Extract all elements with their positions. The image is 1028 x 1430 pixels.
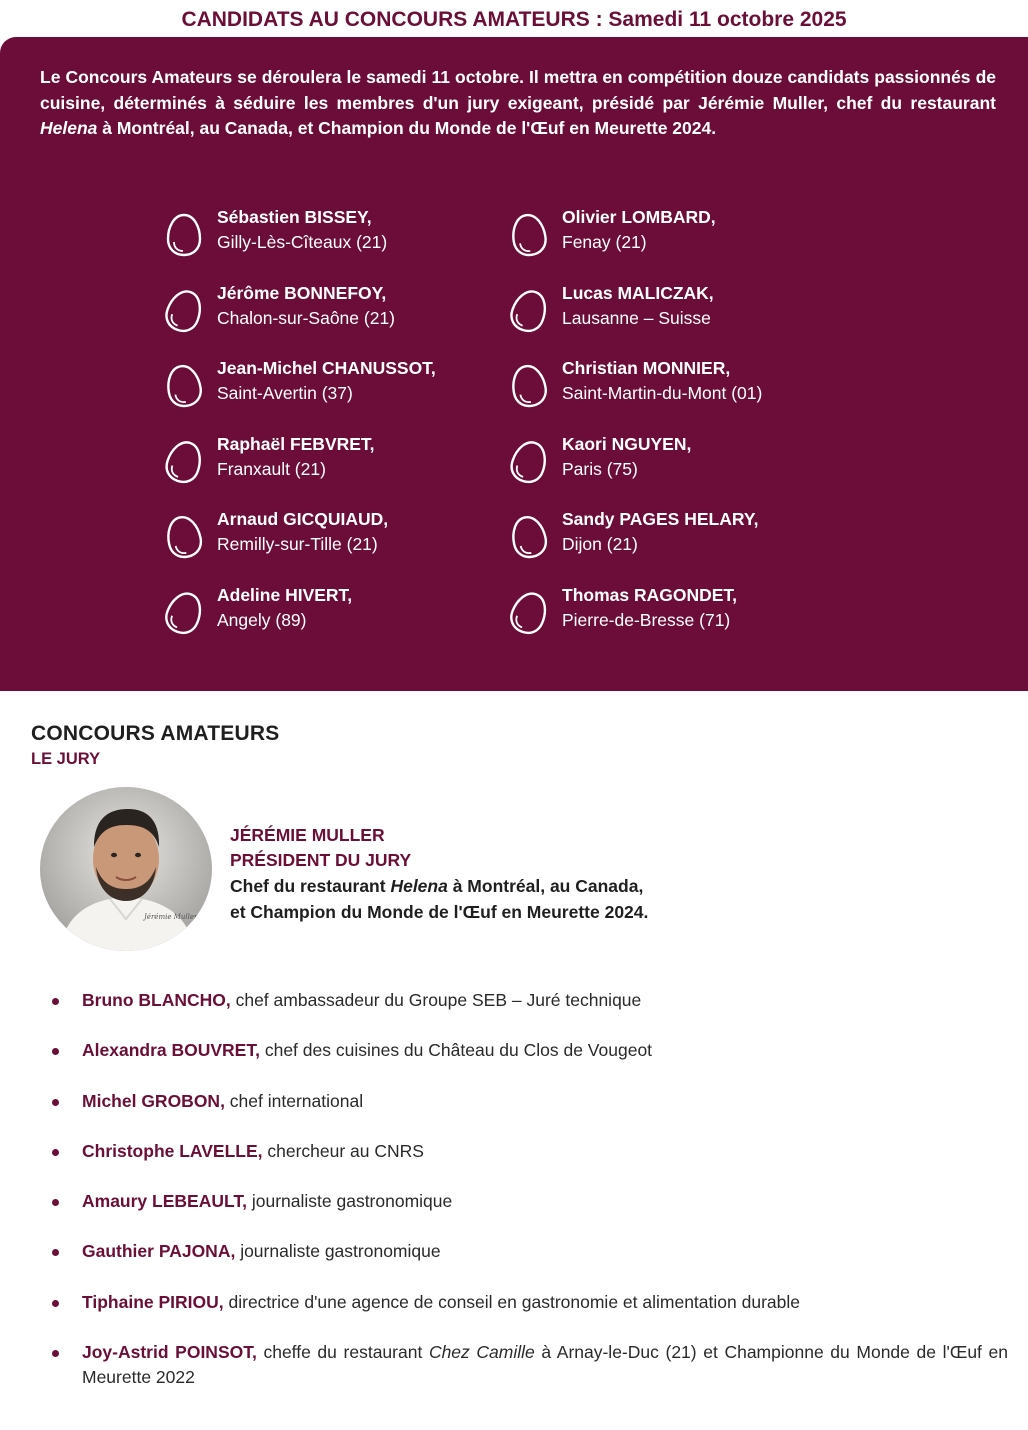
president-portrait (40, 787, 212, 951)
candidate-item (507, 432, 847, 508)
jury-member: Gauthier PAJONA, journaliste gastronomique (48, 1239, 1008, 1264)
candidate-name: Jérôme BONNEFOY, (217, 282, 387, 303)
candidate-place: Gilly-Lès-Cîteaux (21) (217, 232, 388, 252)
candidate-item (507, 281, 847, 357)
candidate-item (162, 583, 502, 659)
jury-member: Joy-Astrid POINSOT, cheffe du restaurant Chez Camille à Arnay-le-Duc (21) et Championne du Monde de l'Œuf en Meurette 2022 (48, 1340, 1008, 1390)
jury-member: Alexandra BOUVRET, chef des cuisines du Château du Clos de Vougeot (48, 1038, 1008, 1063)
president-info (230, 823, 930, 925)
jury-section-subtitle: LE JURY (31, 750, 101, 768)
candidate-name: Arnaud GICQUIAUD, (217, 509, 389, 529)
jury-section-title: CONCOURS AMATEURS (31, 722, 280, 745)
candidate-name: Sébastien BISSEY, (217, 207, 372, 227)
president-role: PRÉSIDENT DU JURY (230, 850, 412, 870)
president-name: JÉRÉMIE MULLER (230, 825, 385, 845)
bullet-icon (52, 1199, 59, 1206)
egg-icon (509, 439, 549, 485)
candidate-place: Lausanne – Suisse (562, 307, 711, 328)
egg-icon (509, 363, 549, 409)
president-description: Chef du restaurant Helena à Montréal, au Canada, (230, 876, 644, 896)
egg-icon (509, 212, 549, 258)
egg-icon (164, 514, 204, 560)
egg-icon (509, 514, 549, 560)
candidate-name: Raphaël FEBVRET, (217, 433, 375, 454)
candidate-place: Pierre-de-Bresse (71) (562, 609, 731, 630)
jacket-embroidery: Jérémie Muller (144, 913, 198, 921)
egg-icon (164, 363, 204, 409)
candidate-name: Kaori NGUYEN, (562, 433, 692, 454)
candidate-place: Angely (89) (217, 609, 307, 630)
bullet-icon (52, 998, 59, 1005)
candidate-place: Saint-Avertin (37) (217, 383, 353, 403)
candidate-place: Chalon-sur-Saône (21) (217, 307, 396, 328)
bullet-icon (52, 1300, 59, 1307)
candidate-item (162, 356, 502, 432)
candidate-name: Thomas RAGONDET, (562, 584, 738, 605)
candidate-name: Christian MONNIER, (562, 358, 731, 378)
candidate-place: Franxault (21) (217, 458, 326, 479)
candidate-item (507, 205, 847, 281)
candidate-item (162, 432, 502, 508)
egg-icon (509, 288, 549, 334)
jury-member: Bruno BLANCHO, chef ambassadeur du Groupe SEB – Juré technique (48, 988, 1008, 1013)
candidate-item (507, 356, 847, 432)
jury-member: Christophe LAVELLE, chercheur au CNRS (48, 1139, 1008, 1164)
jury-member: Tiphaine PIRIOU, directrice d'une agence de conseil en gastronomie et alimentation durable (48, 1290, 1008, 1315)
intro-paragraph: Le Concours Amateurs se déroulera le samedi 11 octobre. Il mettra en compétition douze candidats passionnés de cuisine, déterminés à séduire les membres d'un jury exigeant, présidé par Jérémie Muller, chef du restaurant Helena à Montréal, au Canada, et Champion du Monde de l'Œuf en Meurette 2024. (40, 67, 996, 138)
candidate-item (162, 281, 502, 357)
egg-icon (164, 439, 204, 485)
candidates-left-column (162, 205, 502, 658)
candidate-item (507, 583, 847, 659)
page-title: CANDIDATS AU CONCOURS AMATEURS : Samedi 11 octobre 2025 (181, 8, 847, 31)
bullet-icon (52, 1099, 59, 1106)
candidate-place: Remilly-sur-Tille (21) (217, 534, 378, 554)
candidate-place: Saint-Martin-du-Mont (01) (562, 383, 763, 403)
candidate-item (162, 205, 502, 281)
jury-member: Amaury LEBEAULT, journaliste gastronomique (48, 1189, 1008, 1214)
candidate-name: Jean-Michel CHANUSSOT, (217, 358, 436, 378)
candidate-name: Olivier LOMBARD, (562, 207, 716, 227)
candidates-right-column (507, 205, 847, 658)
candidate-name: Lucas MALICZAK, (562, 282, 714, 303)
egg-icon (509, 590, 549, 636)
candidate-place: Dijon (21) (562, 534, 638, 554)
candidate-name: Adeline HIVERT, (217, 584, 353, 605)
egg-icon (164, 590, 204, 636)
candidate-place: Paris (75) (562, 458, 638, 479)
jury-members-list (48, 988, 1008, 1415)
egg-icon (164, 288, 204, 334)
bullet-icon (52, 1350, 59, 1357)
candidate-name: Sandy PAGES HELARY, (562, 509, 759, 529)
egg-icon (164, 212, 204, 258)
jury-member: Michel GROBON, chef international (48, 1089, 1008, 1114)
president-photo (40, 787, 212, 951)
bullet-icon (52, 1048, 59, 1055)
candidate-item (507, 507, 847, 583)
bullet-icon (52, 1249, 59, 1256)
bullet-icon (52, 1149, 59, 1156)
candidate-place: Fenay (21) (562, 232, 647, 252)
president-description-line2: et Champion du Monde de l'Œuf en Meurette 2024. (230, 902, 649, 922)
candidate-item (162, 507, 502, 583)
